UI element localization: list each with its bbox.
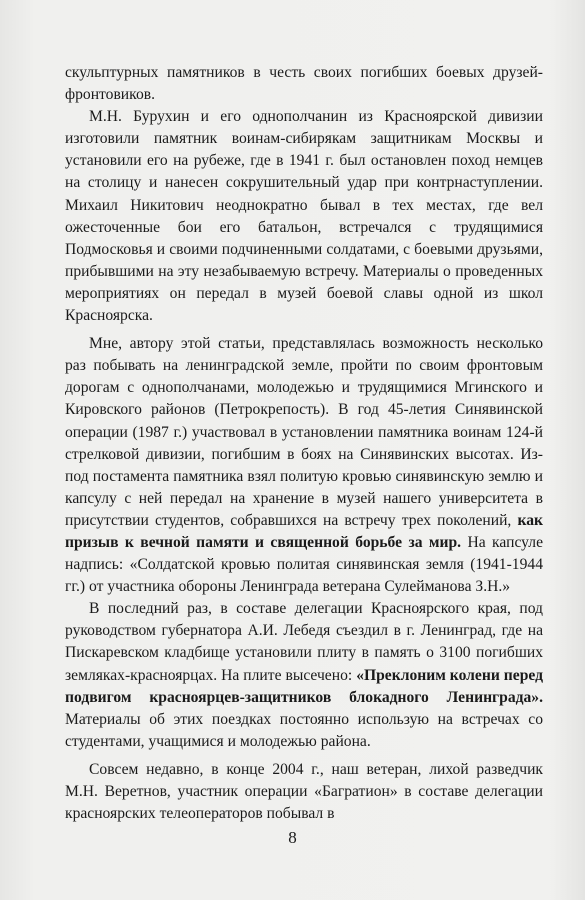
bold-phrase: как призыв к вечной памяти и священной борьбе за мир. [65, 511, 543, 551]
body-text [65, 62, 543, 825]
page-number: 8 [288, 828, 297, 847]
text-run: На капсуле надпись: «Солдатской кровью политая синявинская земля (1941-1944 гг.) от участника обороны Ленинграда ветерана Сулейманова З.Н.» [65, 533, 543, 596]
paragraph-2 [65, 106, 543, 327]
text-run: Совсем недавно, в конце 2004 г., наш ветеран, лихой разведчик М.Н. Веретнов, участник операции «Багратион» в составе делегации красноярских телеоператоров побывал в [65, 760, 543, 823]
paragraph-1 [65, 62, 543, 106]
text-run: скульптурных памятников в честь своих погибших боевых друзей-фронтовиков. [65, 64, 543, 104]
paragraph-3 [65, 333, 543, 598]
text-run: Материалы об этих поездках постоянно использую на встречах со студентами, учащимися и молодежью района. [65, 710, 543, 750]
paragraph-5 [65, 759, 543, 825]
text-run: В последний раз, в составе делегации Красноярского края, под руководством губернатора А.И. Лебедя съездил в г. Ленинград, где на Пискаревском кладбище установили плиту в память о 3100 погибших земляках-красноярцах. На плите высечено: [65, 600, 543, 684]
bold-quote: «Преклоним колени перед подвигом красноярцев-защитников блокадного Ленинграда». [65, 666, 543, 706]
text-run: М.Н. Бурухин и его однополчанин из Красноярской дивизии изготовили памятник воинам-сибирякам защитникам Москвы и установили его на рубеже, где в 1941 г. был остановлен поход немцев на столицу и нанесен сокрушительный удар при контрнаступлении. Михаил Никитович неоднократно бывал в тех местах, где вел ожесточенные бои его батальон, встречался с трудящимися Подмосковья и своими подчиненными солдатами, с боевыми друзьями, прибывшими на эту незабываемую встречу. Материалы о проведенных мероприятиях он передал в музей боевой славы одной из школ Красноярска. [65, 108, 543, 325]
text-run: Мне, автору этой статьи, представлялась возможность несколько раз побывать на ленинградской земле, пройти по своим фронтовым дорогам с однополчанами, молодежью и трудящимися Мгинского и Кировского районов (Петрокрепость). В год 45-летия Синявинской операции (1987 г.) участвовал в установлении памятника воинам 124-й стрелковой дивизии, погибшим в боях на Синявинских высотах. Из-под постамента памятника взял политую кровью синявинскую землю и капсулу с ней передал на хранение в музей нашего университета в присутствии студентов, собравшихся на встречу трех поколений, [65, 335, 543, 529]
paragraph-4 [65, 598, 543, 753]
